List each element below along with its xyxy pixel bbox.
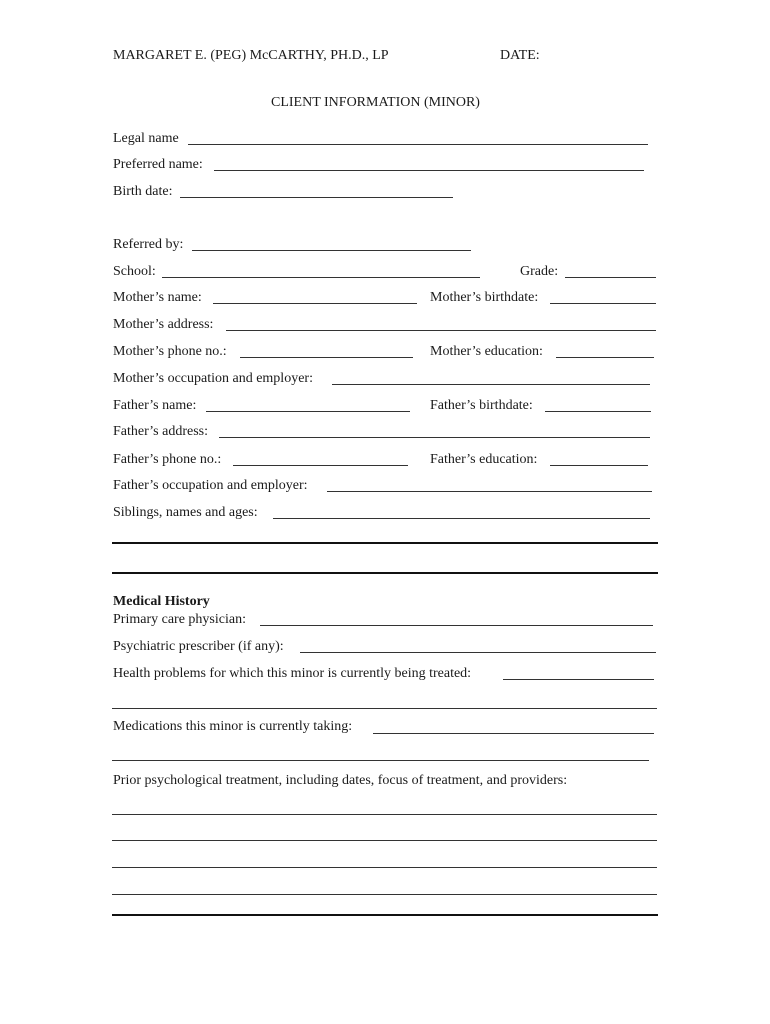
health-problems-label: Health problems for which this minor is currently being treated: (113, 666, 472, 681)
fathers-birthdate-field[interactable] (545, 411, 651, 412)
section-divider (112, 572, 658, 574)
health-problems-field-line[interactable] (112, 708, 657, 709)
mothers-name-label: Mother’s name: (113, 290, 202, 305)
medical-history-heading: Medical History (113, 594, 210, 609)
fathers-occupation-field[interactable] (327, 491, 652, 492)
preferred-name-field[interactable] (214, 170, 644, 171)
prior-treatment-field-line[interactable] (112, 867, 657, 868)
referred-by-label: Referred by: (113, 237, 184, 252)
birth-date-field[interactable] (180, 197, 453, 198)
mothers-phone-label: Mother’s phone no.: (113, 344, 227, 359)
medications-field-line[interactable] (112, 760, 649, 761)
fathers-phone-field[interactable] (233, 465, 408, 466)
fathers-birthdate-label: Father’s birthdate: (430, 398, 533, 413)
birth-date-label: Birth date: (113, 184, 173, 199)
fathers-address-label: Father’s address: (113, 424, 208, 439)
prior-treatment-field-line[interactable] (112, 840, 657, 841)
mothers-phone-field[interactable] (240, 357, 413, 358)
referred-by-field[interactable] (192, 250, 471, 251)
school-field[interactable] (162, 277, 480, 278)
psychiatric-prescriber-field[interactable] (300, 652, 656, 653)
grade-field[interactable] (565, 277, 656, 278)
mothers-occupation-label: Mother’s occupation and employer: (113, 371, 313, 386)
health-problems-field[interactable] (503, 679, 654, 680)
legal-name-label: Legal name (113, 131, 179, 146)
mothers-address-label: Mother’s address: (113, 317, 214, 332)
date-label: DATE: (500, 48, 540, 63)
fathers-occupation-label: Father’s occupation and employer: (113, 478, 308, 493)
section-divider (112, 542, 658, 544)
fathers-phone-label: Father’s phone no.: (113, 452, 222, 467)
mothers-name-field[interactable] (213, 303, 417, 304)
medications-label: Medications this minor is currently taking: (113, 719, 353, 734)
psychiatric-prescriber-label: Psychiatric prescriber (if any): (113, 639, 284, 654)
preferred-name-label: Preferred name: (113, 157, 203, 172)
fathers-education-field[interactable] (550, 465, 648, 466)
fathers-name-field[interactable] (206, 411, 410, 412)
grade-label: Grade: (520, 264, 559, 279)
prior-treatment-label: Prior psychological treatment, including dates, focus of treatment, and providers: (113, 773, 568, 788)
form-title: CLIENT INFORMATION (MINOR) (271, 95, 480, 110)
prior-treatment-field-line[interactable] (112, 814, 657, 815)
mothers-address-field[interactable] (226, 330, 656, 331)
primary-care-field[interactable] (260, 625, 653, 626)
fathers-address-field[interactable] (219, 437, 650, 438)
siblings-label: Siblings, names and ages: (113, 505, 258, 520)
school-label: School: (113, 264, 156, 279)
mothers-education-label: Mother’s education: (430, 344, 543, 359)
mothers-occupation-field[interactable] (332, 384, 650, 385)
fathers-education-label: Father’s education: (430, 452, 538, 467)
primary-care-label: Primary care physician: (113, 612, 246, 627)
mothers-birthdate-field[interactable] (550, 303, 656, 304)
mothers-education-field[interactable] (556, 357, 654, 358)
section-divider (112, 914, 658, 916)
prior-treatment-field-line[interactable] (112, 894, 657, 895)
mothers-birthdate-label: Mother’s birthdate: (430, 290, 539, 305)
medications-field[interactable] (373, 733, 654, 734)
practitioner-name: MARGARET E. (PEG) McCARTHY, PH.D., LP (113, 48, 389, 63)
fathers-name-label: Father’s name: (113, 398, 197, 413)
siblings-field[interactable] (273, 518, 650, 519)
legal-name-field[interactable] (188, 144, 648, 145)
